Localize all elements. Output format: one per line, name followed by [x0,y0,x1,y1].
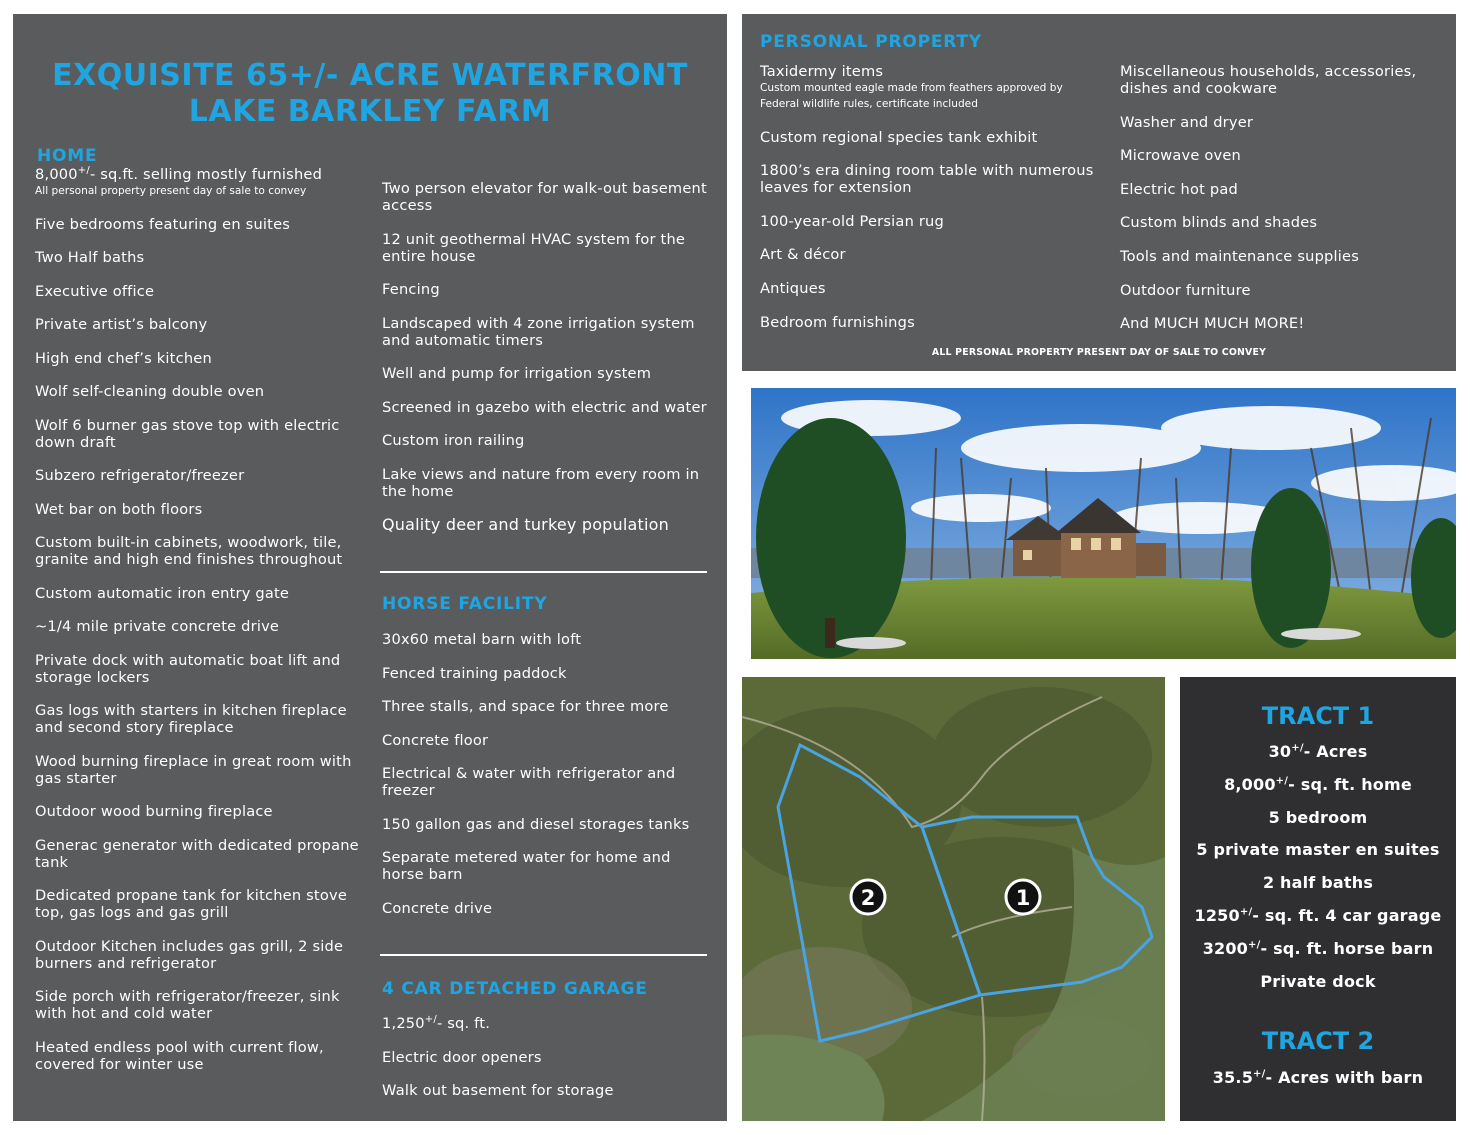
list-item [382,315,712,349]
section-divider [380,954,707,956]
list-item [1120,315,1450,332]
list-item-text: Electric door openers [382,1048,542,1066]
list-item [35,988,365,1022]
list-item [760,63,1100,112]
list-item-text: Electric hot pad [1120,180,1238,198]
list-item-text: 150 gallon gas and diesel storages tanks [382,815,690,833]
personal-property-list-1 [760,63,1100,347]
list-item-note: Custom mounted eagle made from feathers approved by Federal wildlife rules, certificate included [760,82,1063,110]
list-item-value: 30 [1268,742,1292,761]
list-item-text: Landscaped with 4 zone irrigation system and automatic timers [382,314,695,349]
list-item-text: Five bedrooms featuring en suites [35,215,291,233]
tract-1-marker-label: 1 [1015,886,1031,910]
list-item [35,1039,365,1073]
list-item-text: Outdoor wood burning fireplace [35,803,273,820]
list-item-text: Outdoor furniture [1120,281,1251,299]
list-item-text: And MUCH MUCH MORE! [1120,315,1305,333]
plus-minus-mark: +/ [1253,1068,1266,1080]
tract-2-heading: TRACT 2 [1261,1027,1375,1055]
list-item-text: High end chef’s kitchen [35,349,212,367]
list-item [1180,1068,1456,1088]
list-item [382,765,712,799]
list-item-text: Walk out basement for storage [382,1082,614,1099]
list-item [382,732,712,749]
list-item [1120,63,1450,97]
list-item [1180,873,1456,893]
list-item-text: Lake views and nature from every room in the home [382,465,700,500]
page-title [13,58,727,130]
plus-minus-mark: +/ [1239,906,1253,918]
title-line-1: EXQUISITE 65+/- ACRE WATERFRONT [52,58,688,93]
list-item [35,350,365,367]
list-item-text: - Acres with barn [1265,1068,1424,1087]
list-item-text: Custom iron railing [382,432,525,449]
list-item-text: 30x60 metal barn with loft [382,631,582,648]
list-item [35,249,365,266]
list-item [760,162,1100,196]
list-item [382,466,712,500]
list-item [382,849,712,883]
list-item [35,383,365,400]
list-item [382,399,712,416]
list-item [1180,840,1456,860]
title-line-2: LAKE BARKLEY FARM [188,94,552,129]
list-item-text: Heated endless pool with current flow, covered for winter use [35,1038,324,1073]
list-item [1180,775,1456,795]
list-item [382,698,712,715]
list-item-text: Dedicated propane tank for kitchen stove top, gas logs and gas grill [35,887,347,921]
list-item-text: Executive office [35,282,155,300]
list-item [35,887,365,921]
list-item-value: 8,000 [1224,774,1276,794]
tract-1-marker [1006,880,1040,914]
list-item-text: - sq. ft. [436,1015,491,1032]
tract-summary-panel [1180,677,1456,1121]
list-item-text: Private dock [1260,971,1376,991]
home-features-list-1 [35,166,365,1089]
list-item-text: Custom automatic iron entry gate [35,584,290,602]
home-heading: HOME [37,146,98,166]
list-item-text: 12 unit geothermal HVAC system for the entire house [382,230,686,265]
list-item-text: Taxidermy items [760,63,884,80]
list-item [1120,214,1450,231]
list-item [35,166,365,199]
list-item [1180,939,1456,959]
list-item-value: 8,000 [35,166,78,183]
list-item-text: Antiques [760,279,826,297]
list-item [35,216,365,233]
list-item-text: Fenced training paddock [382,664,567,682]
list-item [1120,248,1450,265]
list-item [382,1015,712,1032]
garage-features-list [382,1015,712,1116]
list-item-text: Wet bar on both floors [35,500,203,518]
list-item-text: 1800’s era dining room table with numerous leaves for extension [760,162,1094,197]
list-item [382,1049,712,1066]
list-item-text: - sq. ft. home [1288,774,1412,794]
list-item-value: 35.5 [1212,1068,1254,1087]
list-item [382,665,712,682]
list-item [1120,114,1450,131]
house-photo [751,388,1456,659]
list-item [1180,808,1456,828]
list-item-text: Separate metered water for home and horse barn [382,849,671,883]
home-features-panel [13,14,727,1121]
list-item-text: Generac generator with dedicated propane tank [35,836,359,871]
list-item [35,467,365,484]
list-item-text: Tools and maintenance supplies [1120,247,1360,265]
list-item [35,753,365,787]
list-item-text: Quality deer and turkey population [382,515,669,534]
garage-heading: 4 CAR DETACHED GARAGE [382,979,648,999]
list-item [760,314,1100,331]
list-item-text: Washer and dryer [1120,113,1254,131]
list-item [382,281,712,298]
list-item-value: 1,250 [382,1015,425,1032]
list-item-text: Art & décor [760,246,846,264]
list-item [1180,972,1456,992]
list-item-text: 2 half baths [1262,873,1374,893]
list-item-text: Two person elevator for walk-out basement access [382,180,707,214]
list-item-text: Gas logs with starters in kitchen fireplace and second story fireplace [35,702,347,736]
list-item [1120,282,1450,299]
section-divider [380,571,707,573]
plus-minus-mark: +/ [77,165,90,177]
list-item-text: 5 bedroom [1268,807,1368,827]
list-item [382,1082,712,1099]
list-item-note: All personal property present day of sale to convey [35,185,307,197]
tract-1-list [1180,742,1456,1004]
list-item [382,631,712,648]
list-item-text: Concrete floor [382,731,489,749]
list-item [382,180,712,214]
list-item-text: Private dock with automatic boat lift and storage lockers [35,651,341,686]
list-item-text: - sq. ft. 4 car garage [1252,905,1442,925]
list-item-text: Miscellaneous households, accessories, dishes and cookware [1120,63,1417,97]
list-item-text: - Acres [1303,742,1368,761]
home-features-list-2 [382,180,712,550]
list-item-text: Custom regional species tank exhibit [760,128,1038,146]
list-item-text: Concrete drive [382,899,493,917]
list-item [382,516,712,533]
tract-2-list [1180,1068,1456,1101]
list-item [35,534,365,568]
list-item [35,417,365,451]
list-item [760,246,1100,263]
list-item [35,618,365,635]
tract-1-heading: TRACT 1 [1261,702,1375,730]
list-item-text: Custom built-in cabinets, woodwork, tile, granite and high end finishes throughout [35,534,343,568]
list-item-text: Screened in gazebo with electric and water [382,398,707,416]
list-item-text: 100-year-old Persian rug [760,212,944,230]
list-item-text: Three stalls, and space for three more [382,698,669,715]
list-item [35,283,365,300]
list-item-value: 1250 [1194,905,1240,925]
list-item-text: Two Half baths [35,249,145,266]
list-item-text: 5 private master en suites [1196,840,1440,860]
horse-facility-heading: HORSE FACILITY [382,594,548,614]
list-item-text: Wolf 6 burner gas stove top with electric down draft [35,416,340,451]
aerial-map [742,677,1165,1121]
list-item [382,816,712,833]
list-item-text: Well and pump for irrigation system [382,365,652,382]
list-item-text: ~1/4 mile private concrete drive [35,618,280,635]
list-item [1180,906,1456,926]
list-item-text: Side porch with refrigerator/freezer, sink with hot and cold water [35,988,340,1022]
plus-minus-mark: +/ [1248,939,1261,951]
list-item [382,900,712,917]
personal-property-panel [742,14,1456,371]
tract-2-marker-label: 2 [860,886,876,910]
list-item [382,231,712,265]
list-item [760,280,1100,297]
list-item-value: 3200 [1202,938,1249,958]
list-item [760,129,1100,146]
list-item-text: Private artist’s balcony [35,316,208,333]
list-item-text: Bedroom furnishings [760,313,915,331]
list-item [35,837,365,871]
list-item-text: - sq.ft. selling mostly furnished [89,166,323,183]
plus-minus-mark: +/ [1291,742,1304,754]
personal-property-list-2 [1120,63,1450,349]
list-item-text: Outdoor Kitchen includes gas grill, 2 side burners and refrigerator [35,937,344,972]
list-item-text: Fencing [382,281,440,298]
list-item-text: Wolf self-cleaning double oven [35,383,265,400]
list-item-text: Subzero refrigerator/freezer [35,467,245,484]
list-item [35,803,365,820]
tract-2-marker [851,880,885,914]
plus-minus-mark: +/ [424,1014,437,1026]
horse-facility-list [382,631,712,933]
list-item [35,938,365,972]
list-item [35,652,365,686]
list-item [1180,742,1456,762]
list-item-text: Microwave oven [1120,147,1242,165]
list-item [35,501,365,518]
list-item [760,213,1100,230]
list-item-text: Wood burning fireplace in great room with gas starter [35,752,352,787]
list-item [382,365,712,382]
list-item [1120,181,1450,198]
personal-property-heading: PERSONAL PROPERTY [760,32,982,52]
list-item-text: - sq. ft. horse barn [1260,938,1434,958]
list-item [35,702,365,736]
personal-property-footnote: ALL PERSONAL PROPERTY PRESENT DAY OF SALE TO CONVEY [931,347,1267,358]
list-item [1120,147,1450,164]
list-item [35,316,365,333]
list-item [35,585,365,602]
list-item-text: Electrical & water with refrigerator and freezer [382,765,676,799]
list-item [382,432,712,449]
plus-minus-mark: +/ [1275,775,1289,787]
list-item-text: Custom blinds and shades [1120,214,1318,232]
